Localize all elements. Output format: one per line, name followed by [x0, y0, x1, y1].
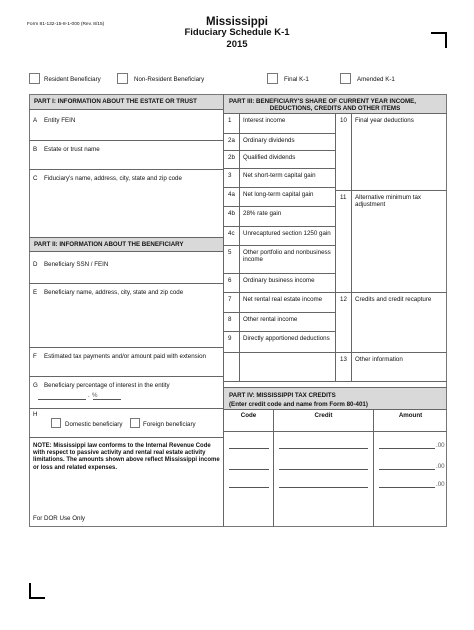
part3-row-divider	[223, 226, 336, 227]
part3-line-label: Ordinary dividends	[243, 137, 295, 144]
part4-subheading: (Enter credit code and name from Form 80-401)	[229, 401, 368, 408]
part3-line-num: 10	[340, 117, 347, 124]
part2-h-letter: H	[33, 411, 38, 418]
part3-line-label: 28% rate gain	[243, 210, 282, 217]
part1-c-letter: C	[33, 175, 38, 182]
credit-amount-suffix: .00	[436, 442, 445, 449]
resident-beneficiary-checkbox[interactable]	[29, 73, 40, 84]
part3-row-divider	[223, 133, 336, 134]
part3-heading-line1: PART III: BENEFICIARY'S SHARE OF CURRENT YEAR INCOME,	[229, 98, 416, 105]
part3-line-num: 7	[228, 296, 232, 303]
part3-row-divider	[223, 187, 336, 188]
part1-b-letter: B	[33, 146, 38, 153]
part2-d-letter: D	[33, 261, 38, 268]
percentage-fraction-field[interactable]	[93, 399, 121, 400]
part3-line-label: Alternative minimum tax adjustment	[355, 194, 422, 209]
amended-k1-label: Amended K-1	[357, 76, 395, 83]
part3-line-label: Qualified dividends	[243, 154, 296, 161]
domestic-beneficiary-checkbox[interactable]	[51, 418, 61, 428]
fiduciary-address-label[interactable]: Fiduciary's name, address, city, state and zip code	[44, 175, 182, 182]
part3-amount-field[interactable]	[336, 151, 350, 167]
part3-amount-field[interactable]	[336, 227, 350, 244]
part3-line-num: 4a	[228, 191, 235, 198]
part3-amount-field[interactable]	[336, 246, 350, 272]
foreign-beneficiary-label: Foreign beneficiary	[143, 421, 196, 428]
part3-line-label: Net long-term capital gain	[243, 191, 314, 198]
part3-amount-field[interactable]	[336, 169, 350, 186]
estate-name-label[interactable]: Estate or trust name	[44, 146, 100, 153]
percentage-decimal-point: .	[88, 392, 90, 399]
part1-a-letter: A	[33, 117, 38, 124]
final-k1-checkbox[interactable]	[267, 73, 278, 84]
part3-amount-field[interactable]	[336, 332, 350, 351]
part3-line-label: Interest income	[243, 117, 286, 124]
part3-row-divider	[223, 150, 336, 151]
part3-line-num: 12	[340, 296, 347, 303]
part3-line-num: 2b	[228, 154, 235, 161]
entity-fein-label[interactable]: Entity FEIN	[44, 117, 76, 124]
part3-line-num: 9	[228, 335, 232, 342]
part3-line-num: 4b	[228, 210, 235, 217]
part2-e-letter: E	[33, 289, 38, 296]
credit-name-field[interactable]	[279, 487, 368, 488]
credit-code-field[interactable]	[229, 487, 269, 488]
part3-line-label: Other rental income	[243, 316, 298, 323]
part3-row-divider	[223, 352, 336, 353]
percentage-interest-label: Beneficiary percentage of interest in the entity	[44, 382, 170, 389]
percentage-whole-field[interactable]	[38, 399, 86, 400]
part2-g-letter: G	[33, 382, 38, 389]
part2-f-letter: F	[33, 353, 37, 360]
part3-row-divider	[335, 292, 447, 293]
center-divider	[223, 94, 224, 527]
part3-line-label: Credits and credit recapture	[355, 296, 432, 303]
col-amount-header: Amount	[398, 412, 423, 419]
estimated-tax-label[interactable]: Estimated tax payments and/or amount paid with extension	[44, 353, 206, 360]
part3-line-label: Unrecaptured section 1250 gain	[243, 230, 331, 237]
part3-line-num: 13	[340, 356, 347, 363]
form-number: Form 81-132-15-8-1-000 (Rev. 8/15)	[27, 22, 105, 27]
part3-amount-field[interactable]	[336, 207, 350, 225]
nonresident-beneficiary-label: Non-Resident Beneficiary	[134, 76, 205, 83]
part3-line-num: 3	[228, 172, 232, 179]
part3-line-num: 11	[340, 194, 347, 201]
part1-heading: PART I: INFORMATION ABOUT THE ESTATE OR TRUST	[34, 98, 197, 105]
part3-line-num: 6	[228, 277, 232, 284]
part3-line-label: Other portfolio and nonbusiness income	[243, 249, 331, 264]
part3-line-label: Other information	[355, 356, 403, 363]
final-k1-label: Final K-1	[284, 76, 309, 83]
corner-mark-bottom-left	[29, 583, 45, 599]
credit-code-field[interactable]	[229, 469, 269, 470]
part3-line-label: Ordinary business income	[243, 277, 315, 284]
part3-row-divider	[223, 312, 336, 313]
domestic-beneficiary-label: Domestic beneficiary	[65, 421, 123, 428]
part3-amount-field[interactable]	[336, 134, 350, 149]
part3-line-label: Net rental real estate income	[243, 296, 323, 303]
form-title: Mississippi	[206, 16, 268, 28]
part3-row-divider	[223, 331, 336, 332]
part3-line-num: 2a	[228, 137, 235, 144]
part3-line-num: 8	[228, 316, 232, 323]
part3-amount-field[interactable]	[336, 313, 350, 330]
part3-line-num: 1	[228, 117, 232, 124]
col-credit-header: Credit	[314, 412, 333, 419]
col-code-header: Code	[240, 412, 257, 419]
nonresident-beneficiary-checkbox[interactable]	[117, 73, 128, 84]
part3-row-divider	[223, 292, 336, 293]
credit-amount-field[interactable]	[379, 469, 435, 470]
resident-beneficiary-label: Resident Beneficiary	[44, 76, 101, 83]
part3-line-num: 4c	[228, 230, 235, 237]
part3-row-divider	[223, 245, 336, 246]
credit-amount-field[interactable]	[379, 487, 435, 488]
part3-row-divider	[335, 352, 447, 353]
foreign-beneficiary-checkbox[interactable]	[130, 418, 140, 428]
credit-name-field[interactable]	[279, 469, 368, 470]
credit-name-field[interactable]	[279, 448, 368, 449]
part3-line-label: Directly apportioned deductions	[243, 335, 330, 342]
part3-row-divider	[335, 190, 447, 191]
form-year: 2015	[226, 39, 248, 50]
form-subtitle: Fiduciary Schedule K-1	[184, 27, 290, 38]
part3-line-label: Net short-term capital gain	[243, 172, 316, 179]
beneficiary-ssn-label[interactable]: Beneficiary SSN / FEIN	[44, 261, 109, 268]
part4-heading: PART IV: MISSISSIPPI TAX CREDITS	[229, 392, 336, 399]
passive-activity-note: NOTE: Mississippi law conforms to the Internal Revenue Code with respect to passive activity and rental real estate activity limitations. The amounts shown above reflect Mississippi income or loss and related expenses.	[33, 443, 220, 471]
part3-amount-field[interactable]	[336, 274, 350, 291]
credit-amount-suffix: .00	[436, 463, 445, 470]
part3-heading-line2: DEDUCTIONS, CREDITS AND OTHER ITEMS	[269, 105, 401, 112]
amended-k1-checkbox[interactable]	[340, 73, 351, 84]
corner-mark-top-right	[431, 32, 447, 48]
part3-line-label: Final year deductions	[355, 117, 414, 124]
part3-row-divider	[223, 168, 336, 169]
part3-line-num: 5	[228, 249, 232, 256]
part3-row-divider	[223, 273, 336, 274]
credit-amount-field[interactable]	[379, 448, 435, 449]
dor-use-label: For DOR Use Only	[33, 515, 85, 522]
credit-code-field[interactable]	[229, 448, 269, 449]
credit-amount-suffix: .00	[436, 481, 445, 488]
part3-row-divider	[223, 206, 336, 207]
part2-heading: PART II: INFORMATION ABOUT THE BENEFICIARY	[34, 241, 184, 248]
beneficiary-address-label[interactable]: Beneficiary name, address, city, state and zip code	[44, 289, 184, 296]
percent-sign: %	[92, 392, 98, 399]
